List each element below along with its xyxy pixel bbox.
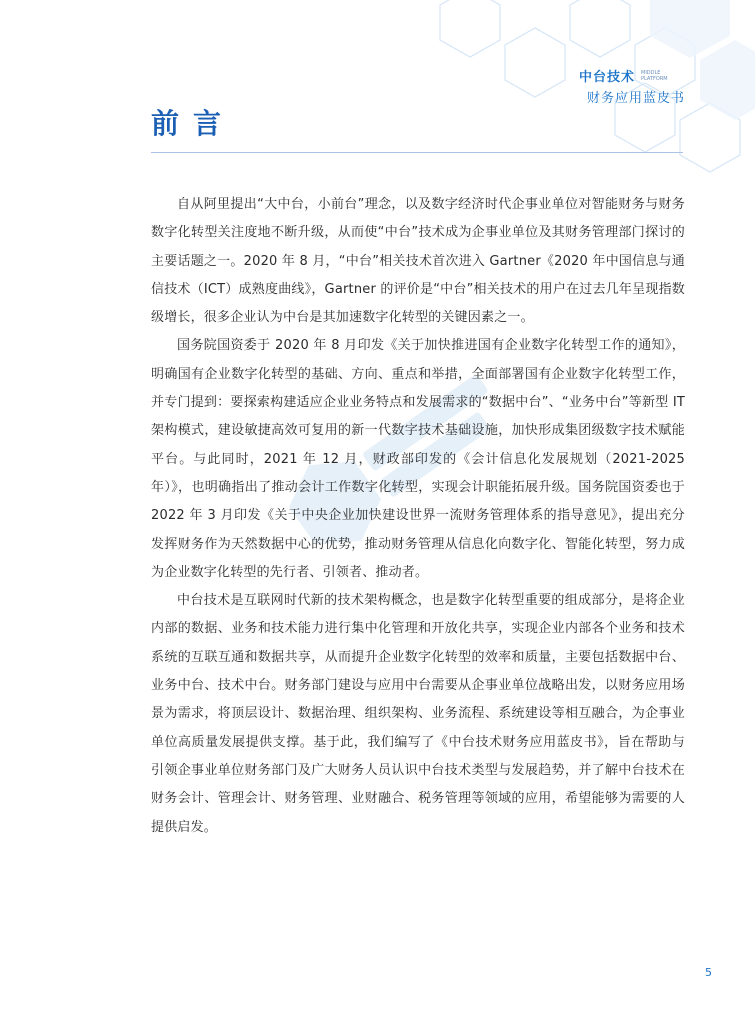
brand-english <box>641 70 685 82</box>
paragraph-1: 自从阿里提出“大中台，小前台”理念，以及数字经济时代企事业单位对智能财务与财务数字化转型关注度地不断升级，从而使“中台”技术成为企事业单位及其财务管理部门探讨的主要话题之一。2020 年 8 月，“中台”相关技术首次进入 Gartner《2020 年中国信息与通信技术（ICT）成熟度曲线》，Gartner 的评价是“中台”相关技术的用户在过去几年呈现指数级增长，很多企业认为中台是其加速数字化转型的关键因素之一。 <box>151 197 685 326</box>
page-title: 前言 <box>151 107 236 140</box>
brand-header <box>579 66 685 106</box>
brand-english-line1: MIDDLE <box>641 69 661 76</box>
page-number: 5 <box>705 966 712 979</box>
title-divider <box>151 152 683 153</box>
paragraph-2: 国务院国资委于 2020 年 8 月印发《关于加快推进国有企业数字化转型工作的通知》，明确国有企业数字化转型的基础、方向、重点和举措，全面部署国有企业数字化转型工作，并专门提到：要探索构建适应企业业务特点和发展需求的“数据中台”、“业务中台”等新型 IT 架构模式，建设敏捷高效可复用的新一代数字技术基础设施，加快形成集团级数字技术赋能平台。与此同时，2021 年 12 月，财政部印发的《会计信息化发展规划（2021-2025 年）》，也明确指出了推动会计工作数字化转型，实现会计职能拓展升级。国务院国资委也于 2022 年 3 月印发《关于中央企业加快建设世界一流财务管理体系的指导意见》，提出充分发挥财务作为天然数据中心的优势，推动财务管理从信息化向数字化、智能化转型，努力成为企业数字化转型的先行者、引领者、推动者。 <box>151 338 685 580</box>
brand-title: 中台技术 <box>578 70 635 85</box>
body-text <box>151 191 685 842</box>
paragraph-3: 中台技术是互联网时代新的技术架构概念，也是数字化转型重要的组成部分，是将企业内部的数据、业务和技术能力进行集中化管理和开放化共享，实现企业内部各个业务和技术系统的互联互通和数据共享，从而提升企业数字化转型的效率和质量，主要包括数据中台、业务中台、技术中台。财务部门建设与应用中台需要从企事业单位战略出发，以财务应用场景为需求，将顶层设计、数据治理、组织架构、业务流程、系统建设等相互融合，为企事业单位高质量发展提供支撑。基于此，我们编写了《中台技术财务应用蓝皮书》，旨在帮助与引领企事业单位财务部门及广大财务人员认识中台技术类型与发展趋势，并了解中台技术在财务会计、管理会计、财务管理、业财融合、税务管理等领域的应用，希望能够为需要的人提供启发。 <box>151 593 685 835</box>
brand-english-line2: PLATFORM <box>641 75 668 82</box>
brand-title-row <box>579 66 685 85</box>
brand-subtitle: 财务应用蓝皮书 <box>586 91 685 106</box>
